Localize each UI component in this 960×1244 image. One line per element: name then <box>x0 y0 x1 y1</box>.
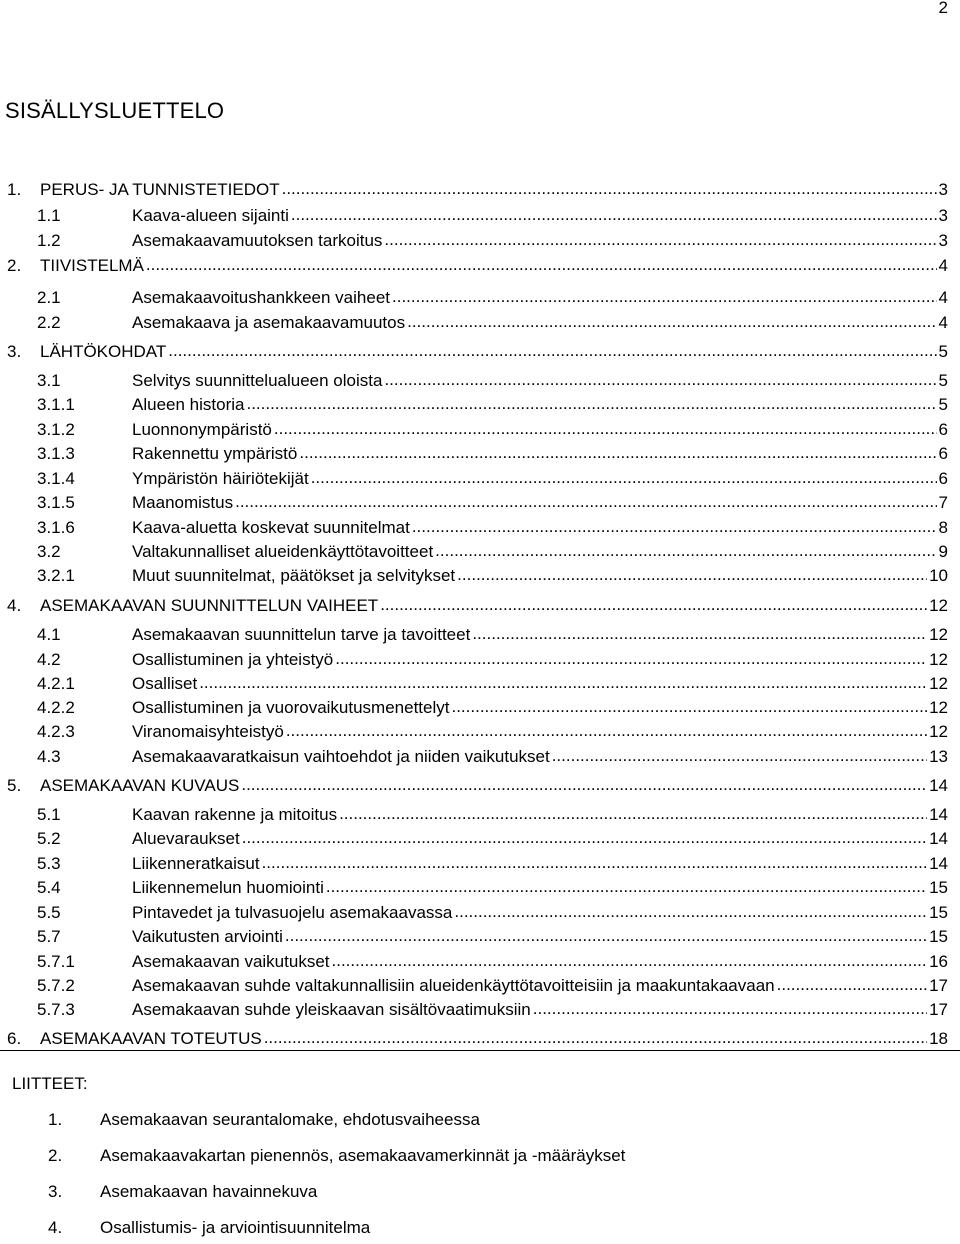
toc-entry-page: 17 <box>929 976 948 995</box>
toc-entry[interactable] <box>0 311 948 335</box>
toc-entry-number: 5.1 <box>37 805 61 824</box>
toc-entry-page: 5 <box>938 395 948 414</box>
toc-dot-leader <box>241 773 927 797</box>
toc-entry-page: 9 <box>938 542 948 561</box>
toc-entry-title: Maanomistus <box>132 493 234 512</box>
toc-entry-title: Vaikutusten arviointi <box>132 927 283 946</box>
toc-entry-page: 7 <box>938 493 948 512</box>
toc-entry-title: Liikennemelun huomiointi <box>132 878 324 897</box>
toc-entry-title: Rakennettu ympäristö <box>132 444 298 463</box>
appendix-item <box>0 1182 900 1208</box>
toc-dot-leader <box>326 875 927 899</box>
toc-entry-page: 18 <box>929 1029 948 1048</box>
toc-dot-leader <box>242 826 927 850</box>
toc-entry[interactable] <box>0 340 948 364</box>
toc-entry-title: Muut suunnitelmat, päätökset ja selvitykset <box>132 566 456 585</box>
toc-entry-page: 12 <box>929 698 948 717</box>
toc-dot-leader <box>282 177 937 201</box>
toc-entry-number: 1.1 <box>37 206 61 225</box>
toc-entry[interactable] <box>0 286 948 310</box>
toc-entry-page: 6 <box>938 469 948 488</box>
toc-dot-leader <box>264 1026 927 1050</box>
toc-entry[interactable] <box>0 254 948 278</box>
toc-entry-title: ASEMAKAAVAN SUUNNITTELUN VAIHEET <box>40 596 379 615</box>
toc-entry-number: 5. <box>7 776 22 795</box>
toc-entry-page: 14 <box>929 776 948 795</box>
toc-entry-page: 12 <box>929 650 948 669</box>
toc-entry[interactable] <box>0 925 948 949</box>
appendix-title: Osallistumis- ja arviointisuunnitelma <box>100 1218 371 1237</box>
toc-entry-page: 6 <box>938 420 948 439</box>
toc-entry-page: 3 <box>938 231 948 250</box>
toc-entry-number: 4.1 <box>37 625 61 644</box>
toc-entry-page: 15 <box>929 878 948 897</box>
toc-entry-page: 4 <box>938 256 948 275</box>
toc-entry[interactable] <box>0 672 948 696</box>
toc-entry-title: Luonnonympäristö <box>132 420 272 439</box>
toc-entry-page: 10 <box>929 566 948 585</box>
toc-entry-title: Osallistuminen ja yhteistyö <box>132 650 334 669</box>
section-divider <box>0 1050 960 1052</box>
toc-entry[interactable] <box>0 229 948 253</box>
toc-entry-title: LÄHTÖKOHDAT <box>40 342 167 361</box>
toc-entry[interactable] <box>0 852 948 876</box>
toc-dot-leader <box>262 851 928 875</box>
toc-entry-page: 6 <box>938 444 948 463</box>
toc-dot-leader <box>412 515 937 539</box>
toc-entry-number: 4.2.3 <box>37 722 75 741</box>
toc-entry-title: Kaava-alueen sijainti <box>132 206 289 225</box>
toc-entry[interactable] <box>0 1027 948 1051</box>
toc-entry[interactable] <box>0 901 948 925</box>
toc-entry-page: 14 <box>929 854 948 873</box>
toc-entry-title: Viranomaisyhteistyö <box>132 722 284 741</box>
page-title: SISÄLLYSLUETTELO <box>5 98 225 123</box>
toc-entry[interactable] <box>0 442 948 466</box>
appendices-heading: LIITTEET: <box>12 1074 88 1093</box>
toc-entry-page: 12 <box>929 674 948 693</box>
toc-entry-number: 5.7.3 <box>37 1000 75 1019</box>
toc-entry-number: 5.3 <box>37 854 61 873</box>
toc-entry-title: Asemakaavan suhde yleiskaavan sisältövaatimuksiin <box>132 1000 531 1019</box>
toc-entry-number: 4. <box>7 596 22 615</box>
toc-entry-title: Kaava-aluetta koskevat suunnitelmat <box>132 518 410 537</box>
toc-entry-number: 1.2 <box>37 231 61 250</box>
toc-entry-title: Osallistuminen ja vuorovaikutusmenettelyt <box>132 698 450 717</box>
toc-entry-number: 5.7.2 <box>37 976 75 995</box>
appendix-title: Asemakaavakartan pienennös, asemakaavamerkinnät ja -määräykset <box>100 1146 626 1165</box>
toc-entry-title: Asemakaavan suunnittelun tarve ja tavoitteet <box>132 625 471 644</box>
toc-entry-page: 3 <box>938 180 948 199</box>
toc-entry-number: 2.1 <box>37 288 61 307</box>
toc-entry-number: 1. <box>7 180 22 199</box>
toc-dot-leader <box>380 593 927 617</box>
toc-entry-title: Valtakunnalliset alueidenkäyttötavoitteet <box>132 542 434 561</box>
toc-entry-page: 5 <box>938 371 948 390</box>
toc-entry-page: 4 <box>938 313 948 332</box>
appendix-item <box>0 1146 900 1172</box>
toc-dot-leader <box>199 671 927 695</box>
toc-entry-number: 2.2 <box>37 313 61 332</box>
toc-entry-page: 14 <box>929 805 948 824</box>
toc-dot-leader <box>457 563 927 587</box>
toc-entry-title: Kaavan rakenne ja mitoitus <box>132 805 338 824</box>
toc-entry-number: 4.2 <box>37 650 61 669</box>
toc-entry-number: 3.1.4 <box>37 469 75 488</box>
toc-entry-number: 4.2.1 <box>37 674 75 693</box>
toc-dot-leader <box>777 973 927 997</box>
toc-entry-page: 16 <box>929 952 948 971</box>
toc-entry-page: 5 <box>938 342 948 361</box>
toc-dot-leader <box>407 310 936 334</box>
toc-entry[interactable] <box>0 950 948 974</box>
appendix-number: 2. <box>48 1146 63 1165</box>
toc-entry[interactable] <box>0 418 948 442</box>
toc-dot-leader <box>311 466 937 490</box>
toc-entry-title: Asemakaavoitushankkeen vaiheet <box>132 288 390 307</box>
toc-dot-leader <box>552 744 927 768</box>
toc-dot-leader <box>384 228 936 252</box>
toc-dot-leader <box>285 924 927 948</box>
toc-entry-title: Asemakaavan vaikutukset <box>132 952 330 971</box>
toc-entry-page: 8 <box>938 518 948 537</box>
toc-dot-leader <box>451 695 927 719</box>
toc-entry-number: 5.7 <box>37 927 61 946</box>
toc-entry-number: 2. <box>7 256 22 275</box>
toc-dot-leader <box>339 802 927 826</box>
appendix-number: 3. <box>48 1182 63 1201</box>
appendix-item <box>0 1110 900 1136</box>
toc-dot-leader <box>299 441 936 465</box>
toc-entry-title: Osalliset <box>132 674 198 693</box>
toc-entry-page: 15 <box>929 903 948 922</box>
toc-entry-title: PERUS- JA TUNNISTETIEDOT <box>40 180 280 199</box>
toc-dot-leader <box>454 900 927 924</box>
toc-entry-title: Pintavedet ja tulvasuojelu asemakaavassa <box>132 903 453 922</box>
page-number: 2 <box>938 0 948 17</box>
toc-dot-leader <box>392 285 937 309</box>
toc-entry-number: 3.2 <box>37 542 61 561</box>
toc-entry[interactable] <box>0 623 948 647</box>
toc-entry[interactable] <box>0 594 948 618</box>
toc-entry[interactable] <box>0 774 948 798</box>
toc-entry[interactable] <box>0 491 948 515</box>
appendix-item <box>0 1218 900 1244</box>
toc-entry-title: TIIVISTELMÄ <box>40 256 144 275</box>
toc-entry-number: 5.2 <box>37 829 61 848</box>
toc-entry-number: 5.5 <box>37 903 61 922</box>
toc-entry-page: 14 <box>929 829 948 848</box>
toc-entry[interactable] <box>0 393 948 417</box>
toc-dot-leader <box>274 417 937 441</box>
toc-entry[interactable] <box>0 564 948 588</box>
appendix-number: 4. <box>48 1218 63 1237</box>
toc-entry[interactable] <box>0 516 948 540</box>
toc-entry-title: ASEMAKAAVAN KUVAUS <box>40 776 240 795</box>
toc-dot-leader <box>168 339 936 363</box>
toc-entry-page: 12 <box>929 596 948 615</box>
toc-entry-page: 3 <box>938 206 948 225</box>
toc-entry[interactable] <box>0 998 948 1022</box>
toc-entry-number: 6. <box>7 1029 22 1048</box>
appendix-title: Asemakaavan havainnekuva <box>100 1182 318 1201</box>
toc-dot-leader <box>335 647 927 671</box>
toc-dot-leader <box>472 622 927 646</box>
toc-entry[interactable] <box>0 803 948 827</box>
toc-entry-title: Liikenneratkaisut <box>132 854 260 873</box>
toc-dot-leader <box>146 253 937 277</box>
toc-entry-title: Ympäristön häiriötekijät <box>132 469 309 488</box>
toc-entry[interactable] <box>0 178 948 202</box>
toc-entry-title: Selvitys suunnittelualueen oloista <box>132 371 383 390</box>
toc-entry[interactable] <box>0 827 948 851</box>
toc-entry-number: 4.2.2 <box>37 698 75 717</box>
toc-entry[interactable] <box>0 648 948 672</box>
toc-entry[interactable] <box>0 467 948 491</box>
toc-dot-leader <box>384 368 936 392</box>
toc-entry-title: Asemakaavan suhde valtakunnallisiin alueidenkäyttötavoitteisiin ja maakuntakaavaan <box>132 976 775 995</box>
toc-entry-title: Aluevaraukset <box>132 829 240 848</box>
toc-entry-title: ASEMAKAAVAN TOTEUTUS <box>40 1029 262 1048</box>
toc-entry-number: 3.1.5 <box>37 493 75 512</box>
toc-entry-number: 4.3 <box>37 747 61 766</box>
toc-entry-number: 3.1.6 <box>37 518 75 537</box>
toc-entry-number: 3. <box>7 342 22 361</box>
toc-entry-page: 13 <box>929 747 948 766</box>
toc-dot-leader <box>291 203 937 227</box>
toc-entry-page: 17 <box>929 1000 948 1019</box>
toc-entry[interactable] <box>0 720 948 744</box>
toc-dot-leader <box>435 539 936 563</box>
toc-dot-leader <box>286 719 927 743</box>
toc-entry-title: Alueen historia <box>132 395 245 414</box>
toc-entry-number: 3.1.1 <box>37 395 75 414</box>
toc-entry-page: 4 <box>938 288 948 307</box>
toc-entry[interactable] <box>0 204 948 228</box>
toc-entry[interactable] <box>0 876 948 900</box>
toc-entry[interactable] <box>0 745 948 769</box>
toc-entry-title: Asemakaavaratkaisun vaihtoehdot ja niiden vaikutukset <box>132 747 550 766</box>
toc-entry-page: 12 <box>929 722 948 741</box>
toc-entry-number: 5.7.1 <box>37 952 75 971</box>
toc-dot-leader <box>533 997 927 1021</box>
toc-entry[interactable] <box>0 696 948 720</box>
toc-entry-title: Asemakaava ja asemakaavamuutos <box>132 313 406 332</box>
toc-entry-title: Asemakaavamuutoksen tarkoitus <box>132 231 383 250</box>
toc-dot-leader <box>235 490 936 514</box>
toc-dot-leader <box>332 949 928 973</box>
toc-entry[interactable] <box>0 369 948 393</box>
toc-entry-page: 15 <box>929 927 948 946</box>
toc-entry-number: 3.1.3 <box>37 444 75 463</box>
toc-entry-number: 3.1.2 <box>37 420 75 439</box>
toc-entry-number: 3.1 <box>37 371 61 390</box>
appendix-title: Asemakaavan seurantalomake, ehdotusvaiheessa <box>100 1110 480 1129</box>
toc-dot-leader <box>246 392 936 416</box>
toc-entry[interactable] <box>0 540 948 564</box>
toc-entry[interactable] <box>0 974 948 998</box>
toc-entry-number: 5.4 <box>37 878 61 897</box>
toc-entry-number: 3.2.1 <box>37 566 75 585</box>
appendix-number: 1. <box>48 1110 63 1129</box>
toc-entry-page: 12 <box>929 625 948 644</box>
